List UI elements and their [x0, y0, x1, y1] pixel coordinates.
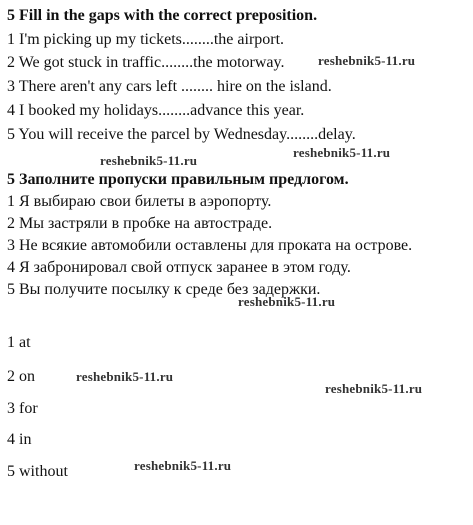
- exercise-line-en-2: 2 We got stuck in traffic........the motorway.: [7, 54, 285, 71]
- exercise-line-en-5: 5 You will receive the parcel by Wednesday........delay.: [7, 126, 356, 143]
- watermark: reshebnik5-11.ru: [76, 369, 174, 384]
- answer-3: 3 for: [7, 400, 38, 417]
- exercise-title-en: 5 Fill in the gaps with the correct preposition.: [7, 7, 318, 24]
- watermark: reshebnik5-11.ru: [238, 294, 336, 309]
- exercise-line-en-3: 3 There aren't any cars left ........ hire on the island.: [7, 78, 332, 95]
- answer-4: 4 in: [7, 431, 32, 448]
- exercise-title-ru: 5 Заполните пропуски правильным предлогом.: [7, 171, 349, 188]
- watermark: reshebnik5-11.ru: [100, 153, 198, 168]
- exercise-line-en-1: 1 I'm picking up my tickets........the airport.: [7, 31, 285, 48]
- answer-5: 5 without: [7, 463, 68, 480]
- watermark: reshebnik5-11.ru: [325, 381, 423, 396]
- watermark: reshebnik5-11.ru: [293, 145, 391, 160]
- exercise-line-ru-5: 5 Вы получите посылку к среде без задержки.: [7, 281, 321, 298]
- exercise-line-ru-4: 4 Я забронировал свой отпуск заранее в этом году.: [7, 259, 351, 276]
- answer-1: 1 at: [7, 334, 31, 351]
- exercise-line-ru-3: 3 Не всякие автомобили оставлены для проката на острове.: [7, 237, 413, 254]
- exercise-line-ru-1: 1 Я выбираю свои билеты в аэропорту.: [7, 193, 272, 210]
- watermark: reshebnik5-11.ru: [318, 53, 416, 68]
- exercise-line-en-4: 4 I booked my holidays........advance this year.: [7, 102, 305, 119]
- watermark: reshebnik5-11.ru: [134, 458, 232, 473]
- answer-2: 2 on: [7, 368, 35, 385]
- exercise-line-ru-2: 2 Мы застряли в пробке на автостраде.: [7, 215, 273, 232]
